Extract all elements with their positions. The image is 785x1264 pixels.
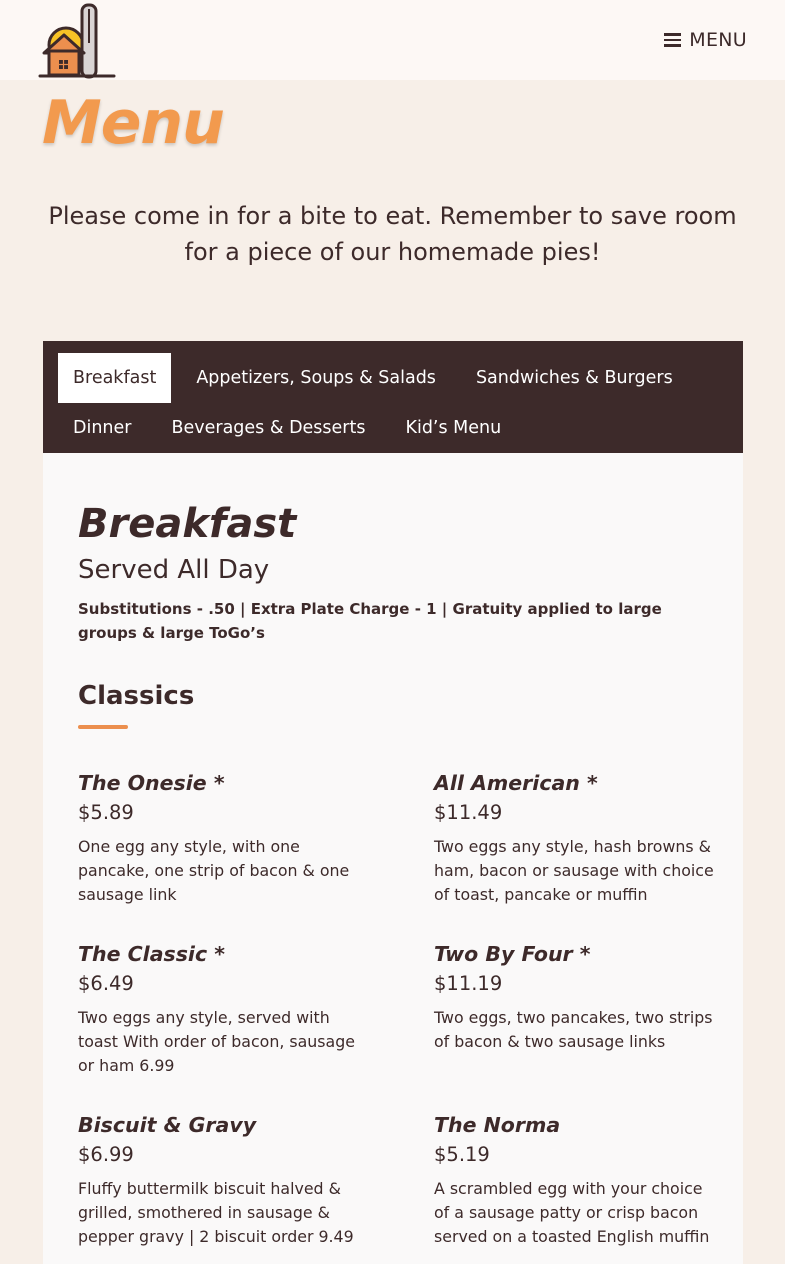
item-price: $6.99 — [78, 1143, 134, 1166]
tab-appetizers-soups-salads[interactable]: Appetizers, Soups & Salads — [196, 368, 436, 388]
menu-toggle-label: MENU — [689, 29, 747, 51]
item-description: Two eggs any style, hash browns & ham, bacon or sausage with choice of toast, pancake or muffin — [434, 837, 714, 904]
section-subtitle: Served All Day — [78, 555, 270, 585]
intro-text: Please come in for a bite to eat. Remember to save room for a piece of our homemade pies! — [48, 202, 737, 266]
site-header — [0, 0, 785, 80]
tab-sandwiches-burgers[interactable]: Sandwiches & Burgers — [475, 368, 673, 388]
menu-item — [434, 1111, 719, 1249]
breakfast-panel — [43, 453, 743, 1264]
item-name: The Onesie * — [78, 771, 225, 795]
item-price: $5.19 — [434, 1143, 490, 1166]
item-name: The Classic * — [78, 942, 225, 966]
item-description: One egg any style, with one pancake, one strip of bacon & one sausage link — [78, 837, 350, 904]
house-fork-logo-icon[interactable] — [38, 3, 116, 79]
tab-row-1 — [58, 353, 728, 403]
item-description: A scrambled egg with your choice of a sausage patty or crisp bacon served on a toasted English muffin — [434, 1179, 710, 1246]
menu-item — [78, 940, 363, 1078]
item-description: Fluffy buttermilk biscuit halved & grilled, smothered in sausage & pepper gravy | 2 biscuit order 9.49 — [78, 1179, 354, 1246]
tab-row-2 — [58, 403, 728, 453]
category-title: Classics — [78, 681, 195, 711]
item-price: $11.49 — [434, 801, 503, 824]
item-price: $6.49 — [78, 972, 134, 995]
tab-dinner[interactable]: Dinner — [73, 418, 132, 438]
section-notes: Substitutions - .50 | Extra Plate Charge - 1 | Gratuity applied to large groups & large ToGo’s — [78, 600, 662, 642]
page-title: Menu — [42, 88, 224, 158]
menu-item — [434, 940, 719, 1054]
item-price: $11.19 — [434, 972, 503, 995]
menu-item — [434, 769, 719, 907]
tab-kids-menu[interactable]: Kid’s Menu — [405, 418, 502, 438]
item-name: All American * — [434, 771, 598, 795]
menu-item — [78, 769, 363, 907]
item-name: Biscuit & Gravy — [78, 1113, 257, 1137]
item-description: Two eggs any style, served with toast With order of bacon, sausage or ham 6.99 — [78, 1008, 355, 1075]
menu-toggle-button[interactable] — [664, 28, 747, 52]
tab-beverages-desserts[interactable]: Beverages & Desserts — [171, 418, 366, 438]
hamburger-icon — [664, 33, 681, 47]
tab-breakfast[interactable]: Breakfast — [58, 353, 171, 403]
item-price: $5.89 — [78, 801, 134, 824]
menu-item — [78, 1111, 363, 1249]
category-underline — [78, 725, 128, 729]
item-description: Two eggs, two pancakes, two strips of bacon & two sausage links — [434, 1008, 713, 1051]
item-name: The Norma — [434, 1113, 561, 1137]
section-title: Breakfast — [78, 501, 297, 547]
item-name: Two By Four * — [434, 942, 591, 966]
menu-tabs — [43, 341, 743, 453]
